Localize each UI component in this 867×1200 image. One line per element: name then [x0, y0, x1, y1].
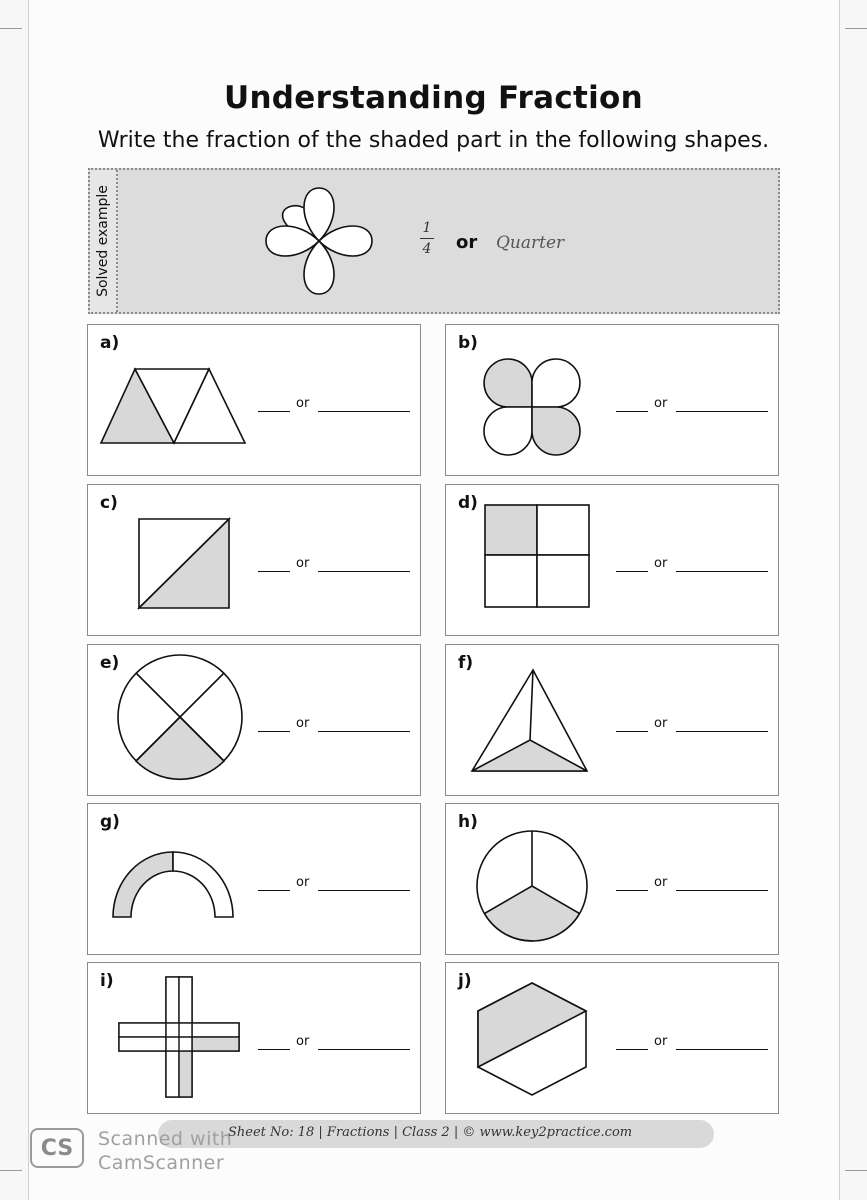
answer-or: or [296, 1034, 310, 1049]
answer-blanks [258, 718, 410, 732]
problem-label: b) [458, 333, 478, 353]
answer-or: or [654, 716, 668, 731]
answer-or: or [296, 396, 310, 411]
word-answer-line[interactable] [318, 411, 410, 412]
example-word-answer: Quarter [496, 233, 565, 253]
problem-label: i) [100, 971, 114, 991]
problem-label: g) [100, 812, 120, 832]
problem-d [445, 484, 779, 636]
answer-or: or [296, 716, 310, 731]
word-answer-line[interactable] [676, 890, 768, 891]
crop-mark [845, 1170, 867, 1171]
answer-blanks [616, 1036, 768, 1050]
numeric-answer-line[interactable] [258, 411, 290, 412]
problem-b [445, 324, 779, 476]
problem-e [87, 644, 421, 796]
answer-blanks [616, 877, 768, 891]
answer-blanks [616, 718, 768, 732]
camscanner-logo-text: CS [40, 1135, 74, 1161]
numeric-answer-line[interactable] [258, 731, 290, 732]
flower-petals [266, 188, 372, 294]
solved-example-label: Solved example [95, 185, 111, 297]
answer-or: or [654, 556, 668, 571]
answer-or: or [654, 875, 668, 890]
problem-c [87, 484, 421, 636]
camscanner-logo-icon [30, 1128, 84, 1168]
word-answer-line[interactable] [676, 571, 768, 572]
word-answer-line[interactable] [318, 571, 410, 572]
crop-mark [0, 28, 22, 29]
watermark-line1: Scanned with [98, 1128, 233, 1150]
problem-a [87, 324, 421, 476]
problem-i [87, 962, 421, 1114]
answer-blanks [616, 398, 768, 412]
problem-label: j) [458, 971, 472, 991]
answer-blanks [258, 398, 410, 412]
numeric-answer-line[interactable] [258, 571, 290, 572]
answer-blanks [258, 558, 410, 572]
problem-j [445, 962, 779, 1114]
crop-mark [0, 1170, 22, 1171]
instruction-text: Write the fraction of the shaded part in the following shapes. [97, 128, 770, 153]
numeric-answer-line[interactable] [616, 571, 648, 572]
word-answer-line[interactable] [318, 890, 410, 891]
example-denominator: 4 [422, 241, 432, 257]
answer-or: or [654, 396, 668, 411]
answer-blanks [616, 558, 768, 572]
crop-mark [845, 28, 867, 29]
problem-label: d) [458, 493, 478, 513]
word-answer-line[interactable] [676, 411, 768, 412]
watermark-line2: CamScanner [98, 1152, 225, 1174]
problem-g [87, 803, 421, 955]
problem-label: a) [100, 333, 120, 353]
numeric-answer-line[interactable] [616, 731, 648, 732]
answer-or: or [654, 1034, 668, 1049]
numeric-answer-line[interactable] [258, 890, 290, 891]
numeric-answer-line[interactable] [616, 890, 648, 891]
problem-label: f) [458, 653, 474, 673]
word-answer-line[interactable] [676, 1049, 768, 1050]
numeric-answer-line[interactable] [616, 1049, 648, 1050]
numeric-answer-line[interactable] [258, 1049, 290, 1050]
answer-or: or [296, 556, 310, 571]
fraction-bar [420, 238, 434, 239]
example-or: or [456, 232, 478, 253]
word-answer-line[interactable] [318, 1049, 410, 1050]
example-fraction [420, 220, 434, 257]
problem-h [445, 803, 779, 955]
problem-label: h) [458, 812, 478, 832]
word-answer-line[interactable] [318, 731, 410, 732]
example-numerator: 1 [422, 220, 432, 236]
flower-shape [88, 168, 780, 314]
problem-f [445, 644, 779, 796]
page-title: Understanding Fraction [223, 80, 644, 116]
word-answer-line[interactable] [676, 731, 768, 732]
solved-example-box [88, 168, 780, 314]
camscanner-watermark [98, 1127, 232, 1175]
answer-blanks [258, 1036, 410, 1050]
numeric-answer-line[interactable] [616, 411, 648, 412]
footer-text: Sheet No: 18 | Fractions | Class 2 | © www.key2practice.com [228, 1125, 633, 1140]
problem-label: c) [100, 493, 118, 513]
answer-blanks [258, 877, 410, 891]
answer-or: or [296, 875, 310, 890]
problem-label: e) [100, 653, 120, 673]
